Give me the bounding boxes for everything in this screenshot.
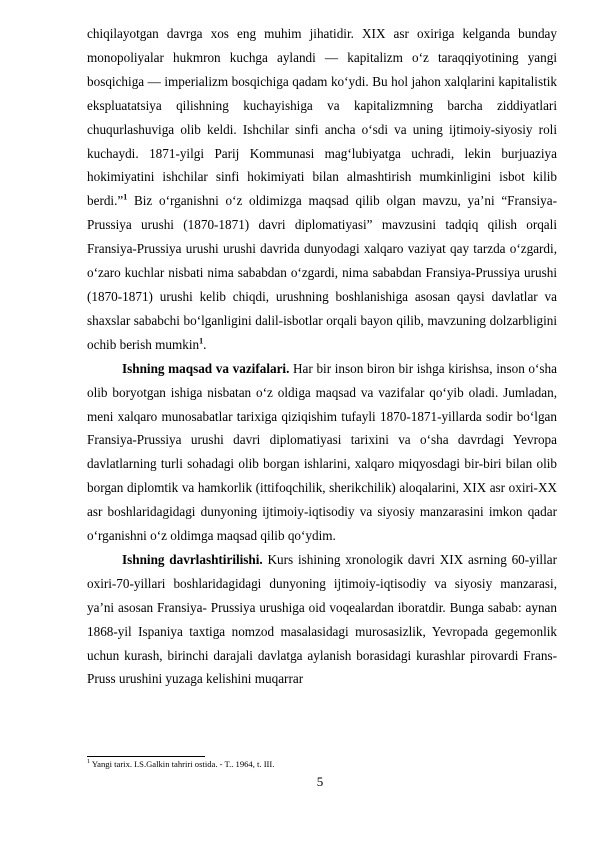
paragraph-text: Biz o‘rganishni o‘z oldimizga maqsad qilib olgan mavzu, ya’ni “Fransiya-Prussiya urushi (1870-1871) davri diplomatiyasi” mavzusini tadqiq qilish orqali Fransiya-Prussiya urushi urushi davrida dunyodagi xalqaro vaziyat qay tarzda o‘zgardi, o‘zaro kuchlar nisbati nima sababdan o‘zgardi, nima sababdan Fransiya-Prussiya urushi (1870-1871) urushi kelib chiqdi, urushning boshlanishiga asosan qaysi davlatlar va shaxslar sababchi bo‘lganligini dalil-isbotlar orqali bayon qilib, mavzuning dolzarbligini ochib berish mumkin (87, 193, 557, 352)
section-heading-goals: Ishning maqsad va vazifalari. (122, 360, 290, 376)
page-number: 5 (316, 774, 324, 789)
paragraph-intro (87, 22, 557, 357)
footnote-marker: 1 (87, 759, 90, 766)
paragraph-text: chiqilayotgan davrga xos eng muhim jihatidir. XIX asr oxiriga kelganda bunday monopoliyalar hukmron kuchga aylandi — kapitalizm o‘z taraqqiyotining yangi bosqichiga — imperializm bosqichiga qadam ko‘ydi. Bu hol jahon xalqlarini kapitalistik ekspluatatsiya qilishning kuchayishiga va kapitalizmning barcha ziddiyatlari chuqurlashuviga olib keldi. Ishchilar sinfi ancha o‘sdi va uning ijtimoiy-siyosiy roli kuchaydi. 1871-yilgi Parij Kommunasi mag‘lubiyatga uchradi, lekin burjuaziya hokimiyatini ishchilar sinfi hokimiyati bilan almashtirish mumkinligini isbot kilib berdi.” (87, 26, 557, 209)
footnote-text: Yangi tarix. I.S.Galkin tahriri ostida. - T.. 1964, t. III. (90, 759, 275, 769)
section-heading-periodization: Ishning davrlashtirilishi. (122, 551, 263, 567)
paragraph-text: . (203, 336, 207, 352)
paragraph-text: Kurs ishining xronologik davri XIX asrning 60-yillar oxiri-70-yillari boshlaridagidagi dunyoning ijtimoiy-iqtisodiy va siyosiy manzarasi, ya’ni asosan Fransiya- Prussiya urushiga oid voqealardan iboratdir. Bunga sabab: aynan 1868-yil Ispaniya taxtiga nomzod masalasidagi murosasizlik, Yevropada gegemonlik uchun kurash, birinchi darajali davlatga aylanish borasidagi kurashlar pirovardi Frans- Pruss urushini yuzaga kelishini muqarrar (87, 551, 557, 687)
paragraph-goals (87, 357, 557, 548)
footnote-divider (87, 756, 205, 757)
footnote-reference[interactable]: 1 (123, 192, 128, 202)
body-text (87, 22, 557, 691)
footnote (87, 759, 557, 770)
footnote-reference[interactable]: 1 (199, 336, 204, 346)
paragraph-text: Har bir inson biron bir ishga kirishsa, inson o‘sha olib boryotgan ishiga nisbatan o‘z oldiga maqsad va vazifalar qo‘yib oladi. Jumladan, meni xalqaro munosabatlar tarixiga qiziqishim tufayli 1870-1871-yillarda sodir bo‘lgan Fransiya-Prussiya urushi davri diplomatiyasi tarixini va o‘sha davrdagi Yevropa davlatlarning turli sohadagi olib borgan ishlarini, xalqaro miqyosdagi bir-biri bilan olib borgan diplomtik va hamkorlik (ittifoqchilik, sherikchilik) aloqalarini, XIX asr oxiri-XX asr boshlaridagidagi dunyoning ijtimoiy-iqtisodiy va siyosiy manzarasini imkon qadar o‘rganishni o‘z oldimga maqsad qilib qo‘ydim. (87, 360, 557, 544)
paragraph-periodization (87, 548, 557, 691)
